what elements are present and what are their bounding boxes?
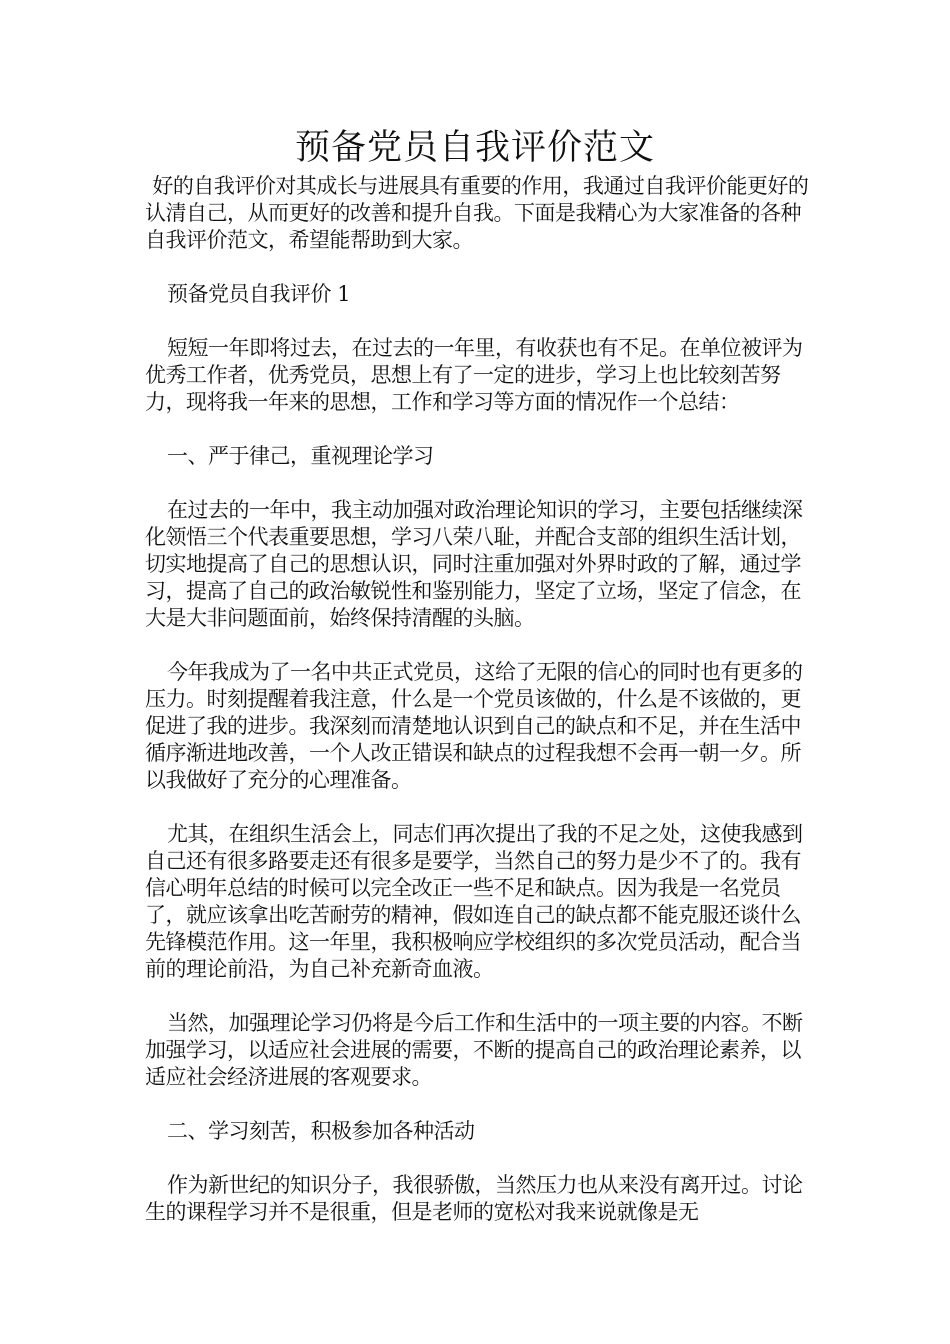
body-paragraph: 作为新世纪的知识分子，我很骄傲，当然压力也从来没有离开过。讨论生的课程学习并不是很重，但是老师的宽松对我来说就像是无 xyxy=(145,1173,803,1224)
body-paragraph: 短短一年即将过去，在过去的一年里，有收获也有不足。在单位被评为优秀工作者，优秀党员，思想上有了一定的进步，学习上也比较刻苦努力，现将我一年来的思想，工作和学习等方面的情况作一个总结： xyxy=(145,336,803,414)
body-paragraph: 今年我成为了一名中共正式党员，这给了无限的信心的同时也有更多的压力。时刻提醒着我注意，什么是一个党员该做的，什么是不该做的，更促进了我的进步。我深刻而清楚地认识到自己的缺点和不足，并在生活中循序渐进地改善，一个人改正错误和缺点的过程我想不会再一朝一夕。所以我做好了充分的心理准备。 xyxy=(145,660,803,792)
document-title: 预备党员自我评价范文 xyxy=(294,128,655,168)
body-paragraph: 当然，加强理论学习仍将是今后工作和生活中的一项主要的内容。不断加强学习，以适应社会进展的需要，不断的提高自己的政治理论素养，以适应社会经济进展的客观要求。 xyxy=(145,1011,803,1089)
document-body xyxy=(145,173,820,1253)
body-paragraph: 在过去的一年中，我主动加强对政治理论知识的学习，主要包括继续深化领悟三个代表重要思想，学习八荣八耻，并配合支部的组织生活计划，切实地提高了自己的思想认识，同时注重加强对外界时政的了解，通过学习，提高了自己的政治敏锐性和鉴别能力，坚定了立场，坚定了信念，在大是大非问题面前，始终保持清醒的头脑。 xyxy=(145,498,803,630)
body-paragraph: 尤其，在组织生活会上，同志们再次提出了我的不足之处，这使我感到自己还有很多路要走还有很多是要学，当然自己的努力是少不了的。我有信心明年总结的时候可以完全改正一些不足和缺点。因为我是一名党员了，就应该拿出吃苦耐劳的精神，假如连自己的缺点都不能克服还谈什么先锋模范作用。这一年里，我积极响应学校组织的多次党员活动，配合当前的理论前沿，为自己补充新奇血液。 xyxy=(145,822,803,981)
section-heading-1: 一、严于律己，重视理论学习 xyxy=(167,444,434,468)
section-heading-2: 二、学习刻苦，积极参加各种活动 xyxy=(167,1119,475,1143)
section-heading-evaluation-1: 预备党员自我评价 1 xyxy=(167,282,351,306)
intro-paragraph: 好的自我评价对其成长与进展具有重要的作用，我通过自我评价能更好的认清自己，从而更好的改善和提升自我。下面是我精心为大家准备的各种自我评价范文，希望能帮助到大家。 xyxy=(145,174,809,252)
